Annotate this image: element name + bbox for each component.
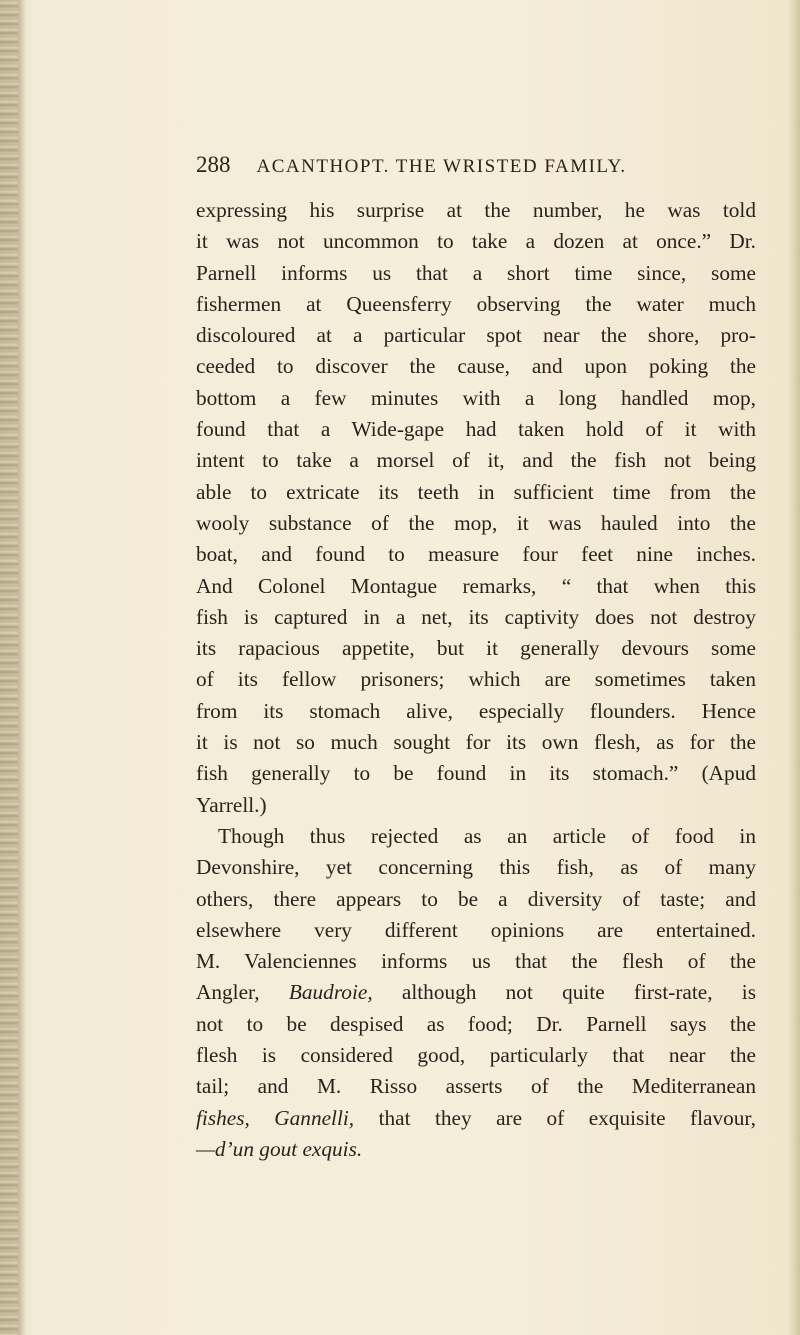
body-text bbox=[196, 195, 756, 1165]
binding-edge bbox=[0, 0, 18, 1335]
text-run: although not quite first-rate, is bbox=[372, 980, 757, 1005]
text-line: intent to take a morsel of it, and the fish not being bbox=[196, 448, 756, 473]
text-line: ceeded to discover the cause, and upon poking the bbox=[196, 354, 756, 379]
text-line: boat, and found to measure four feet nine inches. bbox=[196, 542, 756, 567]
text-line: from its stomach alive, especially flounders. Hence bbox=[196, 698, 756, 723]
text-line: fish is captured in a net, its captivity does not destroy bbox=[196, 604, 756, 629]
text-line: it was not uncommon to take a dozen at once.” Dr. bbox=[196, 229, 756, 254]
page-number: 288 bbox=[196, 152, 231, 177]
text-line: others, there appears to be a diversity of taste; and bbox=[196, 886, 756, 911]
page-edge bbox=[788, 0, 800, 1335]
text-line bbox=[196, 1103, 756, 1134]
text-run: Angler, bbox=[196, 980, 289, 1005]
text-line: M. Valenciennes informs us that the flesh of the bbox=[196, 949, 756, 974]
italic-term: Baudroie, bbox=[288, 980, 373, 1005]
text-line: able to extricate its teeth in sufficient time from the bbox=[196, 479, 756, 504]
text-line: Parnell informs us that a short time since, some bbox=[196, 260, 756, 285]
text-line: its rapacious appetite, but it generally devours some bbox=[196, 636, 756, 661]
text-line: Devonshire, yet concerning this fish, as of many bbox=[196, 855, 756, 880]
text-line: And Colonel Montague remarks, “ that when this bbox=[196, 573, 756, 598]
text-line: of its fellow prisoners; which are sometimes taken bbox=[196, 667, 756, 692]
text-line bbox=[196, 1134, 756, 1165]
text-line: bottom a few minutes with a long handled mop, bbox=[196, 385, 756, 410]
text-line: wooly substance of the mop, it was hauled into the bbox=[196, 510, 756, 535]
paragraph-1 bbox=[196, 195, 756, 821]
text-line: Yarrell.) bbox=[196, 792, 267, 817]
text-line bbox=[196, 977, 756, 1008]
italic-term: —d’un gout exquis. bbox=[196, 1136, 363, 1161]
binding-shadow bbox=[18, 0, 26, 1335]
text-line: not to be despised as food; Dr. Parnell says the bbox=[196, 1011, 756, 1036]
italic-term: fishes, Gannelli, bbox=[196, 1105, 355, 1130]
text-line: fishermen at Queensferry observing the water much bbox=[196, 291, 756, 316]
text-line: discoloured at a particular spot near the shore, pro- bbox=[196, 323, 756, 348]
text-run: that they are of exquisite flavour, bbox=[354, 1105, 756, 1130]
text-line: it is not so much sought for its own flesh, as for the bbox=[196, 730, 756, 755]
text-line: flesh is considered good, particularly that near the bbox=[196, 1043, 756, 1068]
text-line: expressing his surprise at the number, he was told bbox=[196, 198, 756, 222]
text-line: fish generally to be found in its stomach.” (Apud bbox=[196, 761, 756, 786]
text-line: Though thus rejected as an article of food in bbox=[218, 823, 756, 848]
text-line: found that a Wide-gape had taken hold of it with bbox=[196, 417, 756, 442]
page-header bbox=[196, 152, 756, 182]
running-head: ACANTHOPT. THE WRISTED FAMILY. bbox=[256, 156, 627, 177]
text-line: tail; and M. Risso asserts of the Mediterranean bbox=[196, 1074, 756, 1099]
text-line: elsewhere very different opinions are entertained. bbox=[196, 917, 756, 942]
paragraph-2 bbox=[196, 821, 756, 1165]
